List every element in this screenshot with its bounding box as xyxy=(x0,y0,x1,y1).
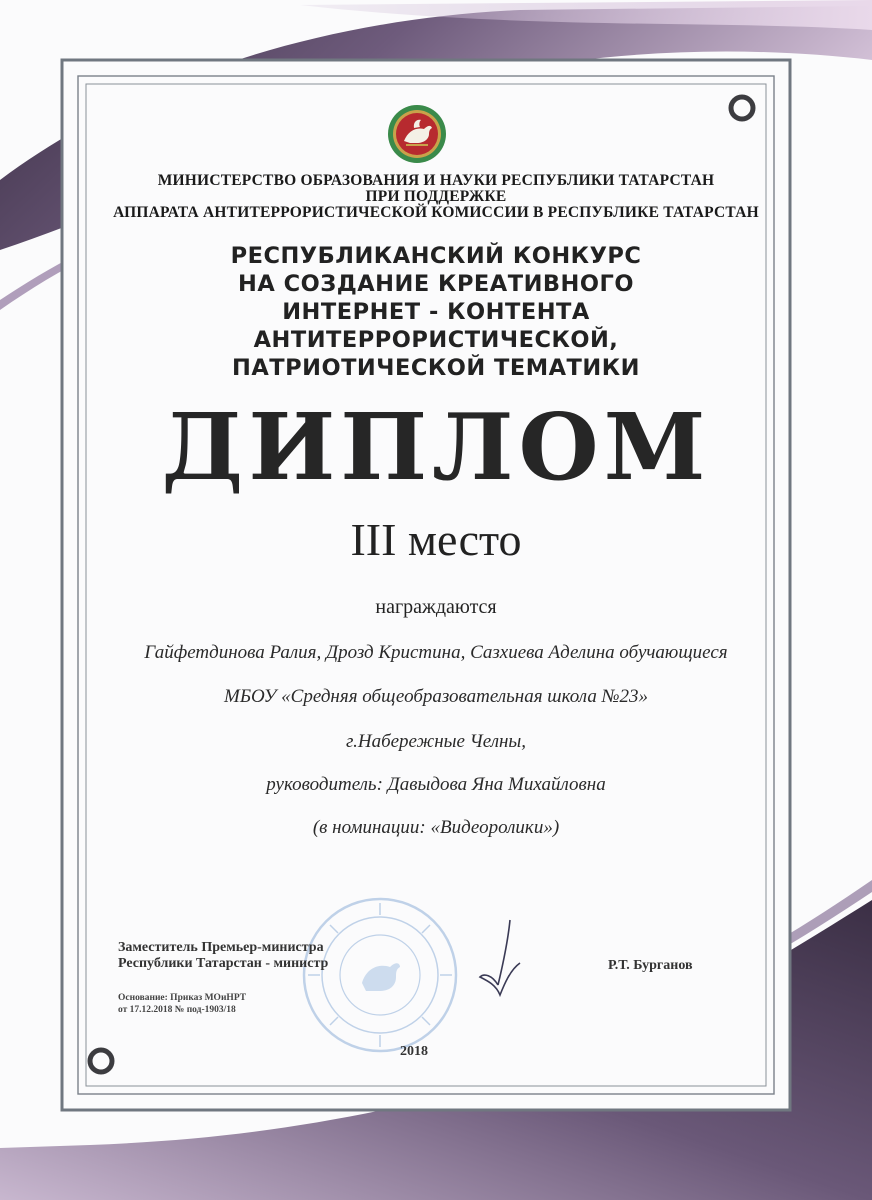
awarded-label: награждаются xyxy=(375,596,497,618)
signer-position-line-1: Заместитель Премьер-министра xyxy=(118,940,324,955)
place-label: III место xyxy=(350,514,522,565)
ministry-line-3: АППАРАТА АНТИТЕРРОРИСТИЧЕСКОЙ КОМИССИИ В РЕСПУБЛИКЕ ТАТАРСТАН xyxy=(113,204,759,221)
signer-name: Р.Т. Бурганов xyxy=(608,958,693,973)
year-label: 2018 xyxy=(400,1044,428,1059)
supervisor-line: руководитель: Давыдова Яна Михайловна xyxy=(266,774,606,795)
signer-position-line-2: Республики Татарстан - министр xyxy=(118,956,329,971)
basis-line-1: Основание: Приказ МОиНРТ xyxy=(118,993,247,1003)
city-name: г.Набережные Челны, xyxy=(345,731,527,752)
ministry-line-1: МИНИСТЕРСТВО ОБРАЗОВАНИЯ И НАУКИ РЕСПУБЛИКИ ТАТАРСТАН xyxy=(157,172,715,189)
basis-line-2: от 17.12.2018 № под-1903/18 xyxy=(118,1005,236,1015)
contest-line-5: ПАТРИОТИЧЕСКОЙ ТЕМАТИКИ xyxy=(232,355,640,381)
contest-line-1: РЕСПУБЛИКАНСКИЙ КОНКУРС xyxy=(230,243,642,269)
ministry-line-2: ПРИ ПОДДЕРЖКЕ xyxy=(365,188,507,205)
recipients-names: Гайфетдинова Ралия, Дрозд Кристина, Сазхиева Аделина обучающиеся xyxy=(144,642,728,663)
tatarstan-coat-of-arms-icon xyxy=(386,103,448,165)
handwritten-signature-icon xyxy=(470,915,540,1010)
contest-line-4: АНТИТЕРРОРИСТИЧЕСКОЙ, xyxy=(253,327,619,353)
nomination-line: (в номинации: «Видеоролики») xyxy=(312,817,560,838)
contest-line-3: ИНТЕРНЕТ - КОНТЕНТА xyxy=(282,299,590,325)
official-seal-icon xyxy=(300,895,460,1055)
diploma-title: ДИПЛОМ xyxy=(161,393,711,501)
contest-line-2: НА СОЗДАНИЕ КРЕАТИВНОГО xyxy=(238,271,634,297)
school-name: МБОУ «Средняя общеобразовательная школа №23» xyxy=(224,686,648,707)
